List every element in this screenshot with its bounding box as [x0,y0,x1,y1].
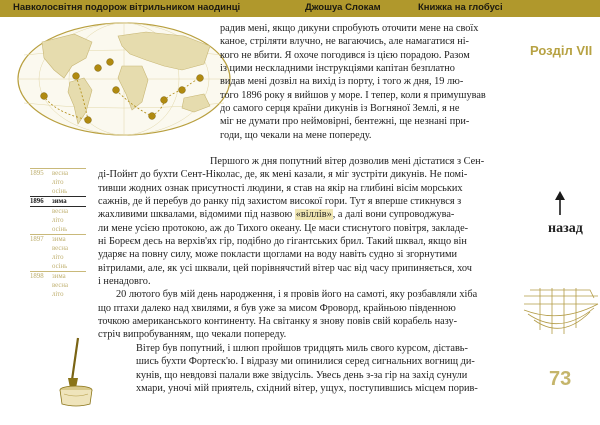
text-line: кого не вбити. Я охоче погодився із цією порадою. Разом [220,49,470,61]
text-line: тивши жодних ознак присутності людини, я став на якір на глибині вісім морських [98,182,463,194]
back-link[interactable]: назад [548,221,583,236]
text-line: кунів, що невдовзі палали вже звідусіль. Увесь день з-за гір на захід сунули [136,369,468,381]
timeline-navigator[interactable] [30,168,86,299]
timeline-season: весна [52,170,69,177]
timeline-1898[interactable] [30,271,86,299]
timeline-year: 1898 [30,273,44,280]
ship-blueprint-illustration [520,280,600,342]
text-line: ді-Пойнт до бухти Сент-Ніколас, де, як мені казали, я міг зустріти дикунів. Не помі- [98,169,468,181]
glossary-link-villi[interactable]: «віллів» [295,209,332,221]
text-line: Першого ж дня попутний вітер дозволив мені дістатися з Сен- [210,156,485,167]
text-line: ли мене усією протокою, аж до Тихого океану. Це маси стиснутого повітря, закладе- [98,222,469,234]
timeline-season: літо [52,254,64,261]
timeline-year: 1895 [30,170,44,177]
timeline-season: літо [52,291,64,298]
header-bar [0,0,600,17]
timeline-season: весна [52,208,69,215]
text-line: каное, стріляти влучно, не вагаючись, але намагатися ні- [220,36,469,48]
timeline-season: зима [52,198,67,205]
text-line: вітрилами, але, як усі шквали, цей порівнячстий вітер час від часу припиняється, хоч [98,262,472,274]
timeline-season: весна [52,282,69,289]
text-line: сажнів, де й перебув до ранку під захистом високої гори. Тут я вперше стикнувся з [98,196,462,208]
timeline-season: осінь [52,226,68,233]
text-line: до самого серця країни дикунів із Вогняної Землі, я не [220,103,460,115]
timeline-season: зима [52,273,66,280]
text-line: хмари, уночі мій приятель, східний вітер, ущух, поступившись місцем порив- [136,382,478,394]
chapter-label: Розділ VII [530,43,593,58]
timeline-year [30,207,52,234]
text-fragment: , а далі вони супроводжува- [332,209,455,221]
paragraph-top [220,22,486,142]
timeline-1896-winter-current[interactable] [30,196,86,207]
text-line: 20 лютого був мій день народження, і я провів його на самоті, яку розбавляли хіба [116,289,478,301]
timeline-season: зима [52,236,66,243]
timeline-year: 1896 [30,198,44,205]
text-line: і ненадовго. [98,276,151,288]
text-line: ударяє на повну силу, може покласти щоглами на воду навіть судно зі згорнутими [98,249,457,261]
timeline-1897[interactable] [30,234,86,271]
timeline-season: літо [52,179,64,186]
text-line: годи, що чекали на мене попереду. [220,129,372,141]
page-number: 73 [549,368,572,390]
book-title: Навколосвітня подорож вітрильником наодинці [13,2,241,13]
text-line: ні Бореєм десь на верхів'ях гір, подібно до гігантських брил. Такий шквал, якщо він [98,236,467,248]
timeline-season: осінь [52,263,68,270]
timeline-year: 1897 [30,236,44,243]
text-line: того 1896 року я вийшов у море. І тепер, коли я примушував [220,89,486,101]
author-name: Джошуа Слокам [305,2,381,13]
text-line: точкою американського континенту. На світанку я знову повів свій корабель назу- [98,316,458,328]
timeline-1895[interactable] [30,168,86,196]
arrow-up-icon[interactable] [553,190,567,216]
world-route-map[interactable] [14,20,234,138]
text-line: міг не думати про неймовірні, бентежні, ще незнані при- [220,116,470,128]
text-line [98,208,484,221]
series-title: Книжка на глобусі [418,2,503,13]
timeline-season: літо [52,217,64,224]
timeline-1896-rest[interactable] [30,207,86,234]
timeline-season: весна [52,245,69,252]
text-line: видав мені дозвіл на вихід із порту, і того ж дня, 19 лю- [220,76,464,88]
text-line: шись бухти Фортеск'ю. І відразу ми опинилися серед сигнальних вогнищ ди- [136,356,475,368]
text-line: радив мені, якщо дикуни спробують оточити мене на своїх [220,23,479,34]
paint-bucket-illustration [56,336,96,408]
text-line: Вітер був попутний, і шлюп пройшов тридцять миль свого курсом, діставь- [136,342,468,354]
timeline-season: осінь [52,188,68,195]
text-line: із цими нескладними інструкціями капітан безплатно [220,63,455,75]
text-line: що птахи далеко над хвилями, я був уже за мисом Фроворд, крайньою південною [98,302,456,314]
paragraph-main [98,155,484,395]
text-line: стріч випробуванням, що чекали попереду. [98,329,287,341]
text-fragment: жахливими шквалами, відомими під назвою [98,209,295,221]
